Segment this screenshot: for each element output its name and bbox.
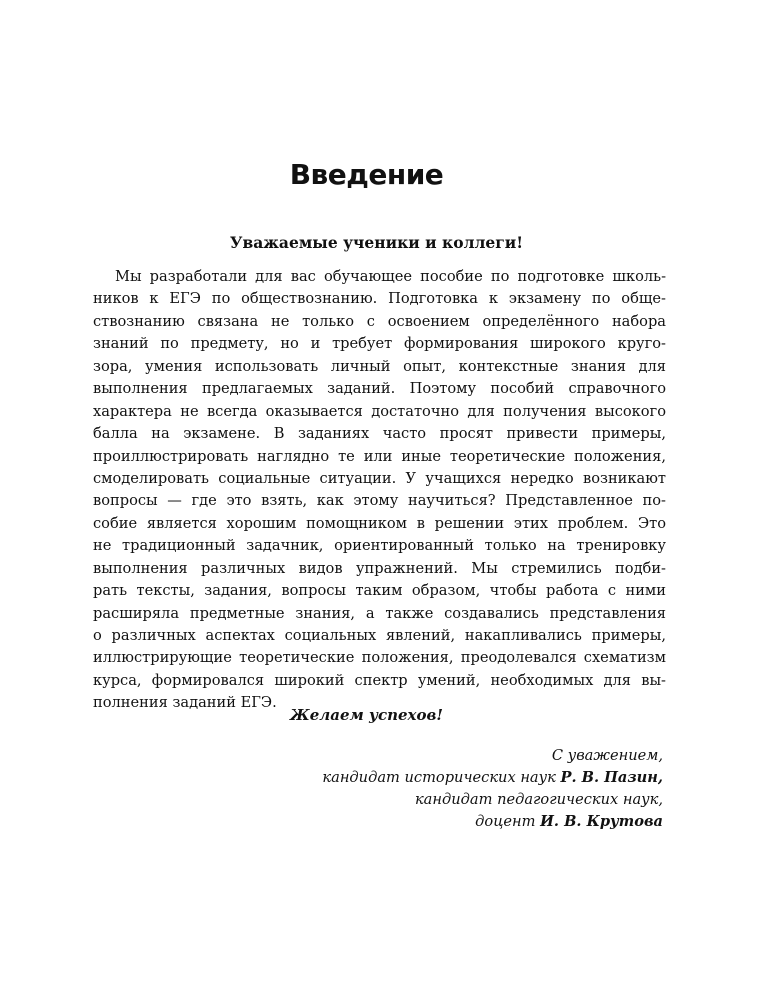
paragraph-line: знаний по предмету, но и требует формирования широкого круго- <box>93 335 666 353</box>
paragraph-line: проиллюстрировать наглядно те или иные теоретические положения, <box>93 447 666 465</box>
paragraph-line: расширяла предметные знания, а также создавались представления <box>93 604 666 622</box>
paragraph-line: выполнения различных видов упражнений. Мы стремились подби- <box>93 559 666 577</box>
signature-author-2-degree: кандидат педагогических наук, <box>414 791 663 808</box>
author-2-role: доцент <box>475 813 536 830</box>
signature-block <box>322 745 663 833</box>
signature-author-2 <box>322 811 663 833</box>
paragraph-line: ствознанию связана не только с освоением определённого набора <box>93 312 666 330</box>
paragraph-line: характера не всегда оказывается достаточно для получения высокого <box>93 402 666 420</box>
signature-greeting: С уважением, <box>551 747 663 764</box>
paragraph-line: рать тексты, задания, вопросы таким образом, чтобы работа с ними <box>93 582 666 600</box>
paragraph-line: иллюстрирующие теоретические положения, преодолевался схематизм <box>93 649 666 667</box>
paragraph-line: зора, умения использовать личный опыт, контекстные знания для <box>93 357 666 375</box>
closing-wish: Желаем успехов! <box>290 706 443 724</box>
paragraph-line: не традиционный задачник, ориентированный только на тренировку <box>93 537 666 555</box>
author-2-name: И. В. Крутова <box>540 813 663 830</box>
paragraph-line: о различных аспектах социальных явлений, накапливались примеры, <box>93 627 666 644</box>
paragraph-line: ников к ЕГЭ по обществознанию. Подготовка к экзамену по обще- <box>93 290 666 308</box>
greeting-heading: Уважаемые ученики и коллеги! <box>229 233 524 252</box>
paragraph-line: смоделировать социальные ситуации. У учащихся нередко возникают <box>93 469 666 487</box>
paragraph-line: балла на экзамене. В заданиях часто просят привести примеры, <box>93 425 666 443</box>
paragraph-line: полнения заданий ЕГЭ. <box>93 694 277 712</box>
page-title: Введение <box>289 158 444 191</box>
paragraph-line: выполнения предлагаемых заданий. Поэтому пособий справочного <box>93 380 666 398</box>
paragraph-line: курса, формировался широкий спектр умений, необходимых для вы- <box>93 671 666 689</box>
body-paragraph <box>93 266 666 715</box>
paragraph-line: Мы разработали для вас обучающее пособие по подготовке школь- <box>115 268 666 285</box>
author-1-role: кандидат исторических наук <box>322 769 556 786</box>
paragraph-line: вопросы — где это взять, как этому научиться? Представленное по- <box>93 492 666 510</box>
paragraph-line: собие является хорошим помощником в решении этих проблем. Это <box>93 514 666 532</box>
signature-author-1 <box>322 767 663 789</box>
author-1-name: Р. В. Пазин, <box>560 769 663 786</box>
